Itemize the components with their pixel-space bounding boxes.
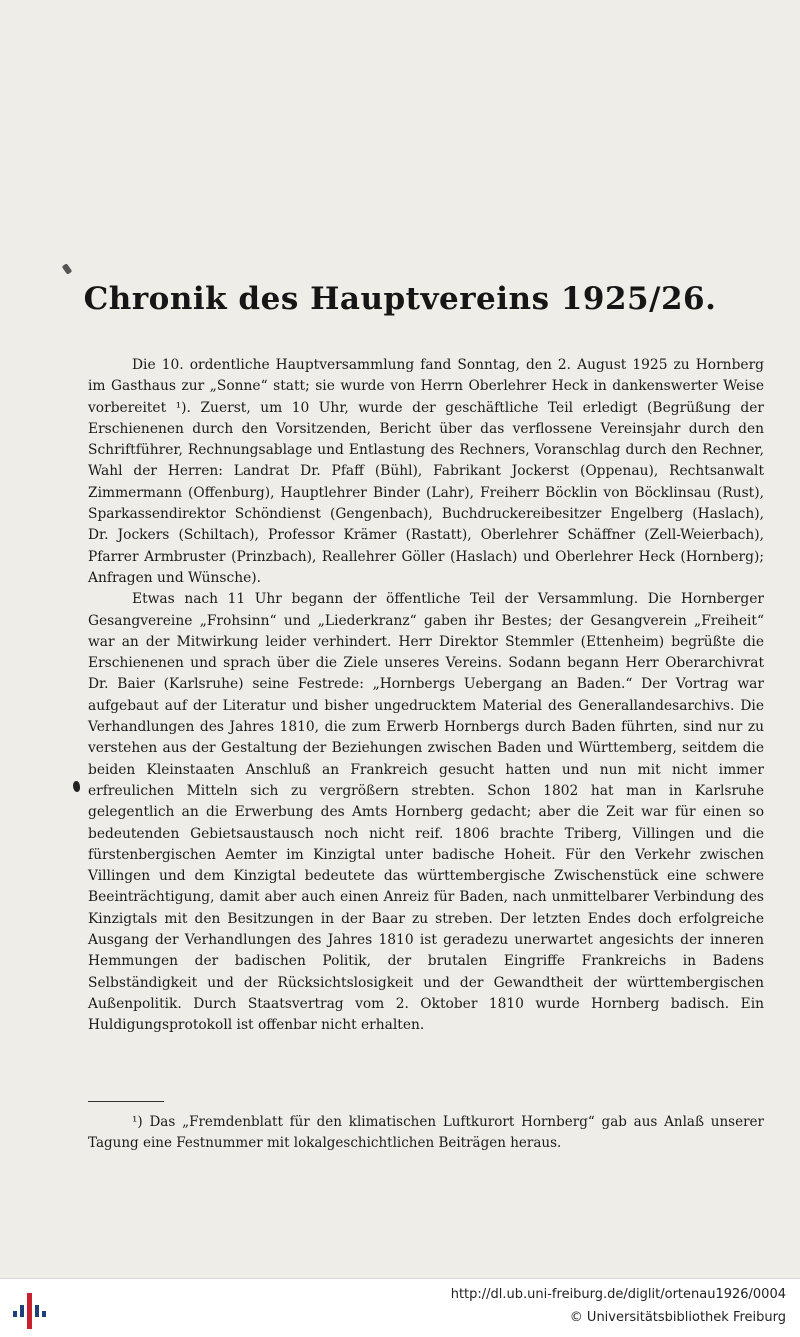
body-text [88, 355, 764, 1037]
footnote-divider [88, 1101, 164, 1102]
footnote: ¹) Das „Fremdenblatt für den klimatischen Luftkurort Hornberg“ gab aus Anlaß unserer Tagung eine Festnummer mit lokalgeschichtlichen Beiträgen heraus. [88, 1114, 764, 1151]
margin-mark [62, 263, 73, 275]
permalink-url[interactable]: http://dl.ub.uni-freiburg.de/diglit/ortenau1926/0004 [450, 1287, 786, 1302]
viewer-footer [0, 1278, 800, 1337]
paragraph-business-meeting: Die 10. ordentliche Hauptversammlung fand Sonntag, den 2. August 1925 zu Hornberg im Gasthaus zur „Sonne“ statt; sie wurde von Herrn Oberlehrer Heck in dankenswerter Weise vorbereitet ¹). Zuerst, um 10 Uhr, wurde der geschäftliche Teil erledigt (Begrüßung der Erschienenen durch den Vorsitzenden, Bericht über das verflossene Vereinsjahr durch den Schriftführer, Rechnungsablage und Entlastung des Rechners, Voranschlag durch den Rechner, Wahl der Herren: Landrat Dr. Pfaff (Bühl), Fabrikant Jockerst (Oppenau), Rechtsanwalt Zimmermann (Offenburg), Hauptlehrer Binder (Lahr), Freiherr Böcklin von Böcklinsau (Rust), Sparkassendirektor Schöndienst (Gengenbach), Buchdruckereibesitzer Engelberg (Haslach), Dr. Jockers (Schiltach), Professor Krämer (Rastatt), Oberlehrer Schäffner (Zell-Weierbach), Pfarrer Armbruster (Prinzbach), Reallehrer Göller (Haslach) und Oberlehrer Heck (Hornberg); Anfragen und Wünsche). [88, 357, 764, 586]
chronicle-title: Chronik des Hauptvereins 1925/26. [83, 281, 717, 317]
bleed-through-shadow [300, 150, 500, 190]
paragraph-public-session: Etwas nach 11 Uhr begann der öffentliche Teil der Versammlung. Die Hornberger Gesangvereine „Frohsinn“ und „Liederkranz“ gaben ihr Bestes; der Gesangverein „Freiheit“ war an der Mitwirkung leider verhindert. Herr Direktor Stemmler (Ettenheim) begrüßte die Erschienenen und sprach über die Ziele unseres Vereins. Sodann begann Herr Oberarchivrat Dr. Baier (Karlsruhe) seine Festrede: „Hornbergs Uebergang an Baden.“ Der Vortrag war aufgebaut auf der Literatur und bisher ungedrucktem Material des Generallandesarchivs. Die Verhandlungen des Jahres 1810, die zum Erwerb Hornbergs durch Baden führten, sind nur zu verstehen aus der Gestaltung der Beziehungen zwischen Baden und Württemberg, seitdem die beiden Kleinstaaten Anschluß an Frankreich gesucht hatten und nun mit nicht immer erfreulichen Mitteln sich zu vergrößern strebten. Schon 1802 hat man in Karlsruhe gelegentlich an die Erwerbung des Amts Hornberg gedacht; aber die Zeit war für einen so bedeutenden Gebietsaustausch noch nicht reif. 1806 brachte Triberg, Villingen und die fürstenbergischen Aemter im Kinzigtal unter badische Hoheit. Für den Verkehr zwischen Villingen und dem Kinzigtal bedeutete das württembergische Zwischenstück eine schwere Beeinträchtigung, damit aber auch einen Anreiz für Baden, nach unmittelbarer Verbindung des Kinzigtals mit den Besitzungen in der Baar zu streben. Der letzten Endes doch erfolgreiche Ausgang der Verhandlungen des Jahres 1810 ist geradezu unerwartet angesichts der inneren Hemmungen der badischen Politik, der brutalen Eingriffe Frankreichs in Badens Selbständigkeit und der Rücksichtslosigkeit und der Gewandtheit der württembergischen Außenpolitik. Durch Staatsvertrag vom 2. Oktober 1810 wurde Hornberg badisch. Ein Huldigungsprotokoll ist offenbar nicht erhalten. [88, 591, 764, 1034]
ink-blot [73, 781, 80, 792]
copyright-credit: © Universitätsbibliothek Freiburg [569, 1310, 786, 1325]
ub-freiburg-logo-icon [10, 1291, 50, 1329]
